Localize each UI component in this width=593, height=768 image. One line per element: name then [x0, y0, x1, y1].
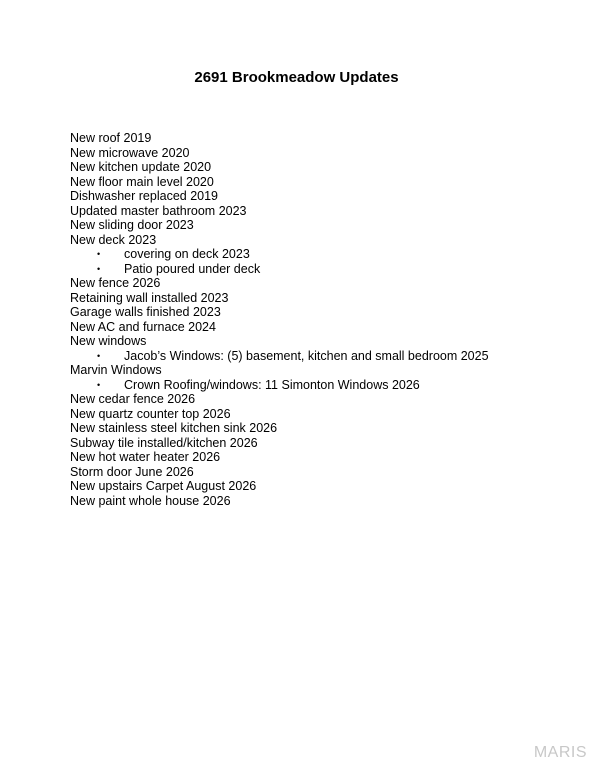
list-item-text: New floor main level 2020 [70, 174, 214, 189]
sub-list-item [70, 349, 580, 364]
list-item-text: New fence 2026 [70, 276, 161, 290]
list-item [70, 276, 580, 291]
list-item [70, 450, 580, 465]
list-item [70, 407, 580, 422]
list-item [70, 479, 580, 494]
sub-list-item [70, 378, 580, 393]
list-item-text: New stainless steel kitchen sink 2026 [70, 421, 278, 435]
list-item [70, 146, 580, 161]
list-item [70, 291, 580, 306]
list-item-text: New quartz counter top 2026 [70, 406, 231, 421]
list-item [70, 160, 580, 175]
list-item-text: Subway tile installed/kitchen 2026 [70, 435, 258, 450]
bullet-icon: • [97, 350, 101, 361]
list-item-text: New paint whole house 2026 [70, 493, 231, 508]
list-item [70, 465, 580, 480]
page-title: 2691 Brookmeadow Updates [194, 69, 399, 86]
watermark-logo: MARIS [533, 744, 587, 761]
list-item-text: New AC and furnace 2024 [70, 319, 216, 334]
bullet-icon: • [97, 379, 101, 390]
list-item [70, 233, 580, 248]
list-item-text: New cedar fence 2026 [70, 392, 196, 406]
list-item-text: Marvin Windows [70, 363, 162, 377]
list-item-text: New roof 2019 [70, 131, 152, 145]
list-item [70, 320, 580, 335]
list-item-text: New upstairs Carpet August 2026 [70, 479, 257, 493]
list-item [70, 218, 580, 233]
list-item-text: Retaining wall installed 2023 [70, 290, 229, 305]
list-item-text: New sliding door 2023 [70, 218, 194, 232]
sub-list-item-text: Crown Roofing/windows: 11 Simonton Windows 2026 [124, 377, 420, 392]
update-list [70, 131, 580, 508]
list-item [70, 494, 580, 509]
sub-list-item-text: covering on deck 2023 [124, 247, 250, 261]
list-item-text: New microwave 2020 [70, 145, 190, 160]
bullet-icon: • [97, 263, 101, 274]
list-item-text: New windows [70, 334, 147, 348]
list-item-text: New deck 2023 [70, 232, 157, 247]
list-item [70, 363, 580, 378]
list-item [70, 334, 580, 349]
list-item-text: New hot water heater 2026 [70, 450, 221, 464]
list-item [70, 421, 580, 436]
sub-list-item-text: Jacob’s Windows: (5) basement, kitchen and small bedroom 2025 [124, 348, 489, 363]
list-item-text: Dishwasher replaced 2019 [70, 189, 219, 203]
sub-list-item [70, 247, 580, 262]
sub-list-item-text: Patio poured under deck [124, 261, 261, 276]
bullet-icon: • [97, 249, 101, 259]
list-item [70, 175, 580, 190]
list-item [70, 436, 580, 451]
list-item [70, 305, 580, 320]
list-item-text: New kitchen update 2020 [70, 160, 212, 174]
list-item-text: Storm door June 2026 [70, 464, 194, 479]
sub-list-item [70, 262, 580, 277]
list-item-text: Updated master bathroom 2023 [70, 203, 247, 218]
list-item [70, 204, 580, 219]
list-item [70, 392, 580, 407]
list-item [70, 131, 580, 146]
list-item [70, 189, 580, 204]
list-item-text: Garage walls finished 2023 [70, 305, 221, 319]
